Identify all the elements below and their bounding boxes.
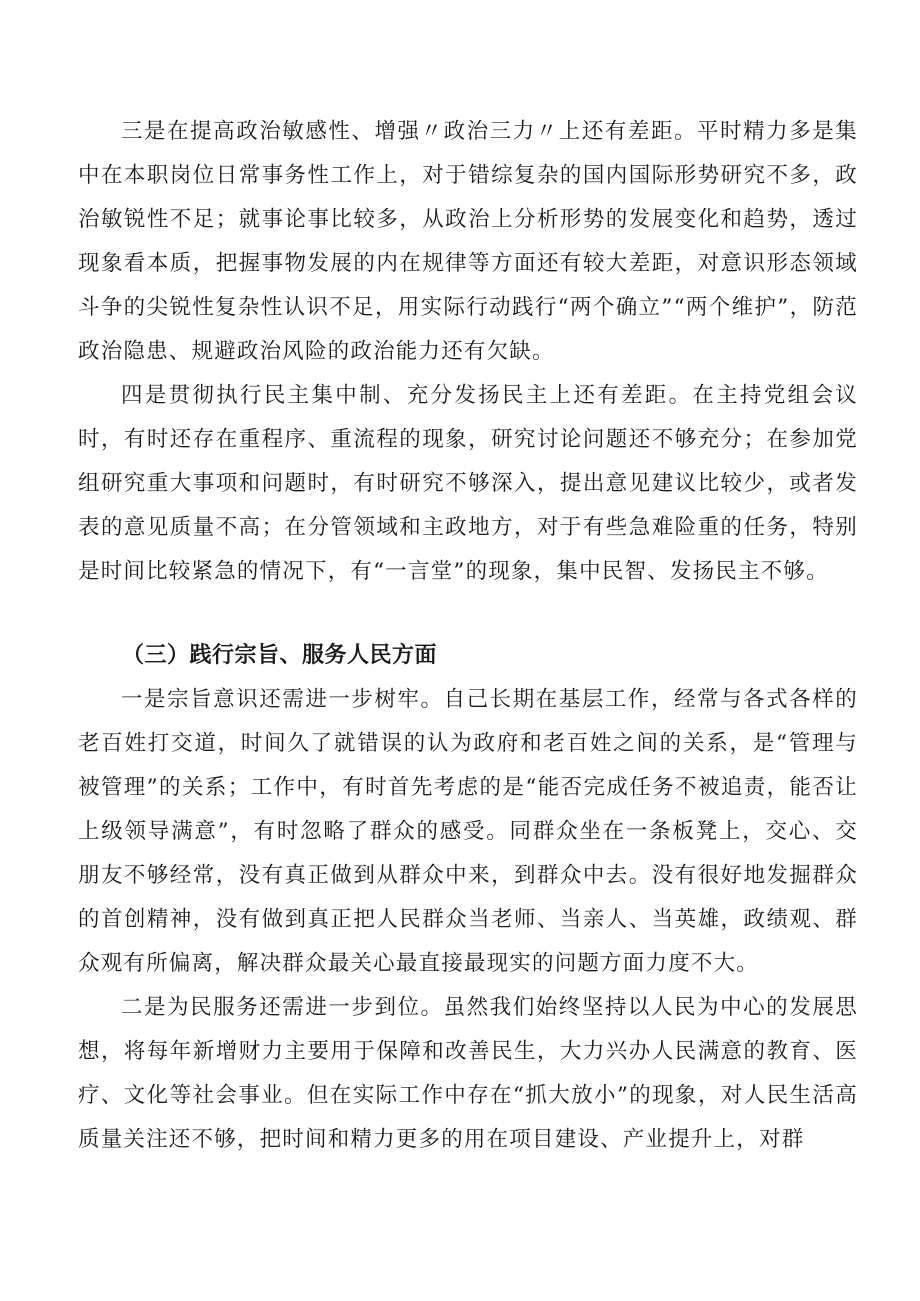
paragraph-political-sensitivity: 三是在提高政治敏感性、增强〃政治三力〃上还有差距。平时精力多是集中在本职岗位日常事务性工作上，对于错综复杂的国内国际形势研究不多，政治敏锐性不足；就事论事比较多，从政治上分析形势的发展变化和趋势，透过现象看本质，把握事物发展的内在规律等方面还有较大差距，对意识形态领域斗争的尖锐性复杂性认识不足，用实际行动践行“两个确立”“两个维护”，防范政治隐患、规避政治风险的政治能力还有欠缺。 <box>78 119 858 364</box>
paragraph-serving-people: 二是为民服务还需进一步到位。虽然我们始终坚持以人民为中心的发展思想，将每年新增财力主要用于保障和改善民生，大力兴办人民满意的教育、医疗、文化等社会事业。但在实际工作中存在“抓大放小”的现象，对人民生活高质量关注还不够，把时间和精力更多的用在项目建设、产业提升上，对群 <box>78 995 858 1152</box>
section-heading: （三）践行宗旨、服务人民方面 <box>122 643 438 668</box>
paragraph-purpose-awareness: 一是宗旨意识还需进一步树牢。自己长期在基层工作，经常与各式各样的老百姓打交道，时间久了就错误的认为政府和老百姓之间的关系，是“管理与被管理”的关系；工作中，有时首先考虑的是“能否完成任务不被追责，能否让上级领导满意”，有时忽略了群众的感受。同群众坐在一条板凳上，交心、交朋友不够经常，没有真正做到从群众中来，到群众中去。没有很好地发掘群众的首创精神，没有做到真正把人民群众当老师、当亲人、当英雄，政绩观、群众观有所偏离，解决群众最关心最直接最现实的问题方面力度不大。 <box>78 687 858 976</box>
paragraph-democratic-centralism: 四是贯彻执行民主集中制、充分发扬民主上还有差距。在主持党组会议时，有时还存在重程序、重流程的现象，研究讨论问题还不够充分；在参加党组研究重大事项和问题时，有时研究不够深入，提出意见建议比较少，或者发表的意见质量不高；在分管领域和主政地方，对于有些急难险重的任务，特别是时间比较紧急的情况下，有“一言堂”的现象，集中民智、发扬民主不够。 <box>78 383 858 584</box>
